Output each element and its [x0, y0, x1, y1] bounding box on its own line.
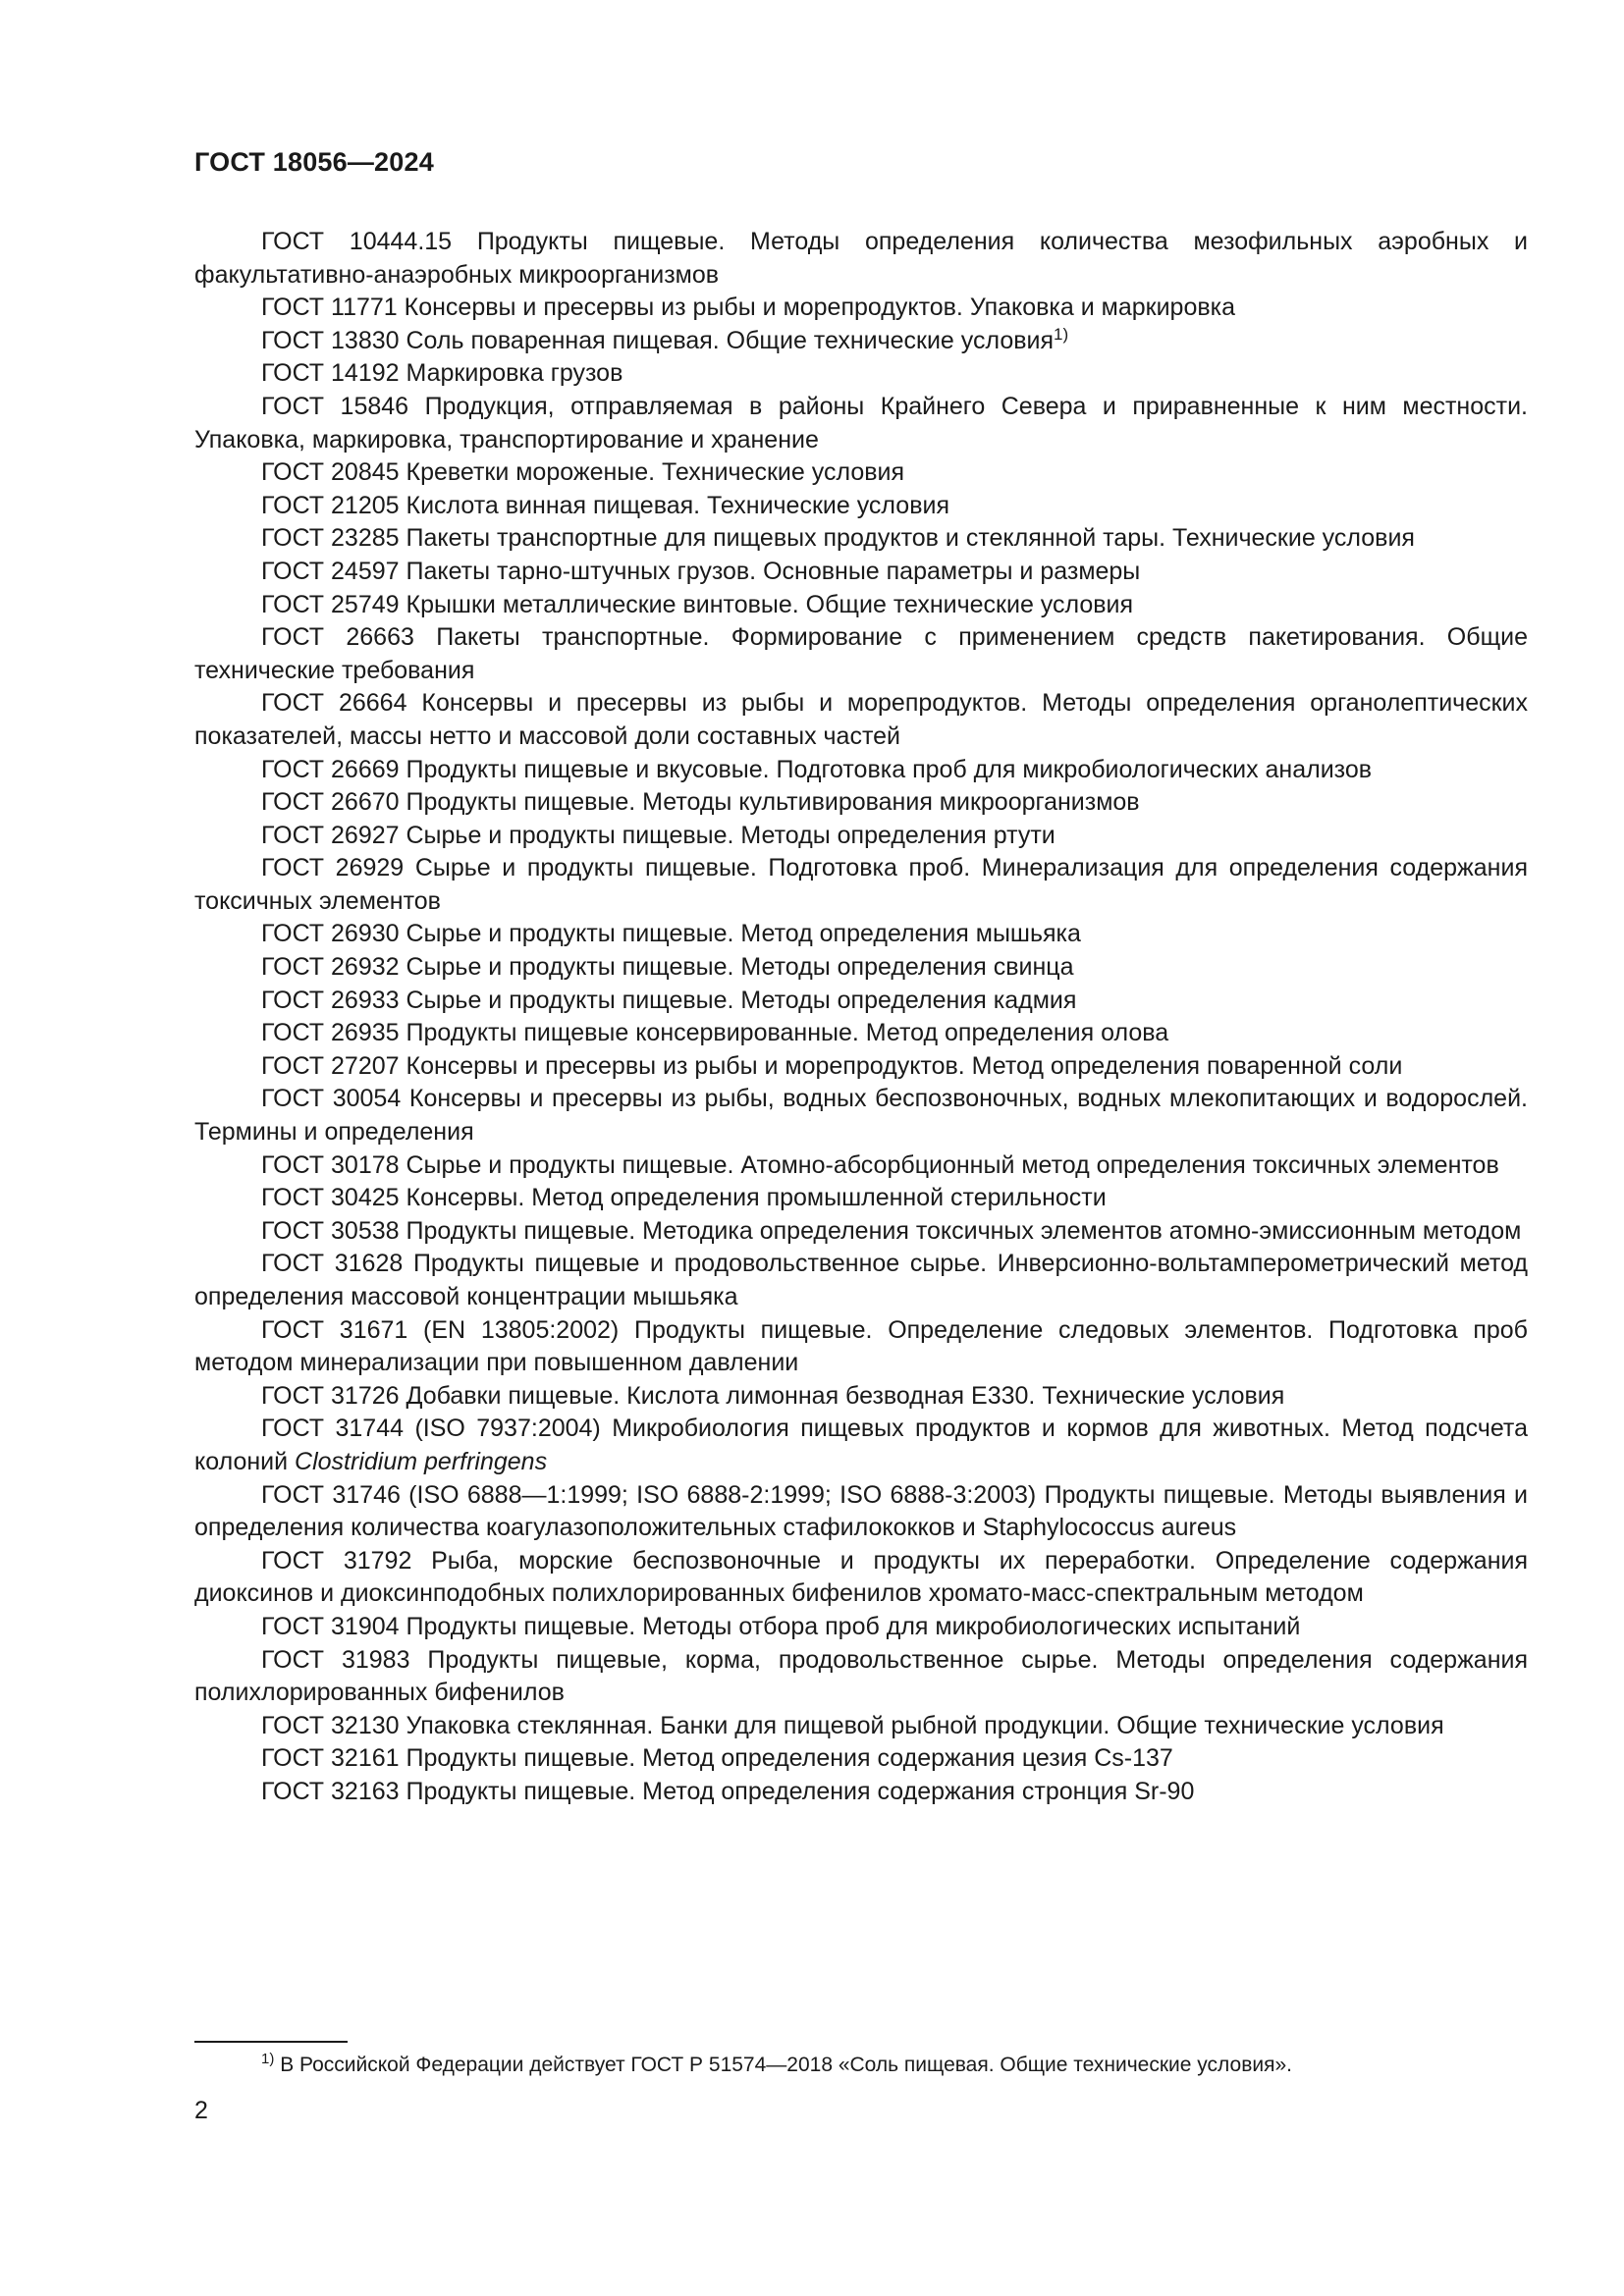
- page-number: 2: [194, 2097, 208, 2124]
- reference-item: [194, 325, 1528, 358]
- reference-item: [194, 951, 1528, 985]
- reference-item: [194, 1644, 1528, 1710]
- reference-code: ГОСТ 26935: [261, 1019, 400, 1047]
- reference-item: [194, 1215, 1528, 1249]
- reference-title: Соль поваренная пищевая. Общие технические условия: [406, 326, 1055, 354]
- reference-item: [194, 1710, 1528, 1743]
- reference-title: Консервы. Метод определения промышленной стерильности: [406, 1184, 1107, 1212]
- reference-title: Продукты пищевые. Методы отбора проб для микробиологических испытаний: [406, 1612, 1301, 1640]
- reference-title: Сырье и продукты пищевые. Методы определения свинца: [406, 953, 1074, 982]
- reference-title: Упаковка стеклянная. Банки для пищевой рыбной продукции. Общие технические условия: [406, 1711, 1444, 1739]
- reference-item: [194, 292, 1528, 325]
- reference-item: [194, 589, 1528, 622]
- reference-code: ГОСТ 30425: [261, 1184, 400, 1212]
- reference-code: ГОСТ 30178: [261, 1150, 400, 1179]
- footnote-divider: [194, 2041, 348, 2043]
- reference-code: ГОСТ 14192: [261, 359, 400, 388]
- reference-code: ГОСТ 26664: [261, 689, 407, 718]
- reference-code: ГОСТ 31671 (EN 13805:2002): [261, 1315, 620, 1344]
- reference-item: [194, 1380, 1528, 1414]
- page-header-title: ГОСТ 18056—2024: [194, 147, 434, 177]
- reference-code: ГОСТ 31746 (ISO 6888—1:1999; ISO 6888-2:1999; ISO 6888-3:2003): [261, 1480, 1037, 1509]
- footnote: [194, 2051, 1528, 2080]
- species-name: Clostridium perfringens: [295, 1447, 548, 1475]
- normative-references-list: [194, 226, 1528, 1809]
- reference-item: [194, 522, 1528, 556]
- reference-item: [194, 391, 1528, 456]
- reference-title: Консервы и пресервы из рыбы и морепродуктов. Метод определения поваренной соли: [406, 1051, 1403, 1080]
- reference-item: [194, 1083, 1528, 1148]
- reference-code: ГОСТ 26670: [261, 788, 400, 817]
- reference-item: [194, 621, 1528, 687]
- reference-item: [194, 852, 1528, 918]
- reference-title: Сырье и продукты пищевые. Метод определения мышьяка: [406, 920, 1081, 948]
- reference-item: [194, 1413, 1528, 1478]
- reference-item: [194, 490, 1528, 523]
- reference-item: [194, 1182, 1528, 1215]
- reference-code: ГОСТ 27207: [261, 1051, 400, 1080]
- reference-title: Продукты пищевые. Методика определения токсичных элементов атомно-эмиссионным методом: [406, 1216, 1522, 1245]
- reference-code: ГОСТ 26927: [261, 821, 400, 849]
- reference-title: Продукция, отправляемая в районы Крайнего Севера и приравненные к ним местности. Упаковка, маркировка, транспортирование и хранение: [194, 392, 1528, 454]
- reference-item: [194, 786, 1528, 820]
- reference-code: ГОСТ 15846: [261, 392, 409, 420]
- reference-item: [194, 556, 1528, 589]
- reference-item: [194, 1742, 1528, 1776]
- reference-code: ГОСТ 30538: [261, 1216, 400, 1245]
- reference-code: ГОСТ 26932: [261, 953, 400, 982]
- reference-title: Кислота винная пищевая. Технические условия: [406, 491, 949, 519]
- reference-title: Продукты пищевые. Методы определения количества мезофильных аэробных и факультативно-анаэробных микроорганизмов: [194, 228, 1529, 289]
- reference-code: ГОСТ 21205: [261, 491, 400, 519]
- reference-code: ГОСТ 31983: [261, 1645, 410, 1674]
- reference-code: ГОСТ 26929: [261, 854, 405, 882]
- reference-code: ГОСТ 26663: [261, 623, 414, 652]
- reference-item: [194, 1017, 1528, 1050]
- reference-title: Пакеты транспортные. Формирование с применением средств пакетирования. Общие технические требования: [194, 623, 1529, 684]
- reference-title: Консервы и пресервы из рыбы и морепродуктов. Методы определения органолептических показателей, массы нетто и массовой доли составных частей: [194, 689, 1528, 750]
- reference-title: Рыба, морские беспозвоночные и продукты их переработки. Определение содержания диоксинов и диоксинподобных полихлорированных бифенилов хромато-масс-спектральным методом: [194, 1546, 1529, 1608]
- reference-item: [194, 226, 1528, 292]
- reference-item: [194, 1248, 1528, 1313]
- reference-code: ГОСТ 23285: [261, 524, 400, 553]
- reference-title: Консервы и пресервы из рыбы, водных беспозвоночных, водных млекопитающих и водорослей. Термины и определения: [194, 1085, 1528, 1147]
- reference-code: ГОСТ 13830: [261, 326, 400, 354]
- reference-code: ГОСТ 30054: [261, 1085, 402, 1113]
- reference-title: Пакеты транспортные для пищевых продуктов и стеклянной тары. Технические условия: [406, 524, 1415, 553]
- reference-code: ГОСТ 31904: [261, 1612, 400, 1640]
- reference-code: ГОСТ 26933: [261, 986, 400, 1014]
- reference-title: Продукты пищевые, корма, продовольственное сырье. Методы определения содержания полихлорированных бифенилов: [194, 1645, 1529, 1707]
- reference-item: [194, 1545, 1528, 1611]
- reference-title: Продукты пищевые и вкусовые. Подготовка проб для микробиологических анализов: [406, 755, 1373, 783]
- reference-code: ГОСТ 24597: [261, 557, 400, 585]
- reference-code: ГОСТ 31744 (ISO 7937:2004): [261, 1415, 601, 1443]
- reference-item: [194, 1149, 1528, 1183]
- reference-code: ГОСТ 20845: [261, 458, 400, 487]
- reference-code: ГОСТ 32130: [261, 1711, 400, 1739]
- reference-title: Сырье и продукты пищевые. Методы определения кадмия: [406, 986, 1077, 1014]
- reference-title: Сырье и продукты пищевые. Подготовка проб. Минерализация для определения содержания токсичных элементов: [194, 854, 1528, 915]
- footnote-marker: 1): [1054, 324, 1069, 344]
- reference-title: Микробиология пищевых продуктов и кормов для животных. Метод подсчета колоний: [194, 1415, 1529, 1475]
- reference-item: [194, 456, 1528, 490]
- reference-title: Креветки мороженые. Технические условия: [406, 458, 905, 487]
- reference-code: ГОСТ 11771: [261, 294, 398, 322]
- reference-item: [194, 985, 1528, 1018]
- reference-item: [194, 754, 1528, 787]
- reference-title: Продукты пищевые. Метод определения содержания цезия Cs-137: [406, 1744, 1173, 1773]
- reference-title: Сырье и продукты пищевые. Атомно-абсорбционный метод определения токсичных элементов: [406, 1150, 1499, 1179]
- footnote-text: В Российской Федерации действует ГОСТ Р 51574—2018 «Соль пищевая. Общие технические условия».: [280, 2054, 1292, 2076]
- reference-title: Консервы и пресервы из рыбы и морепродуктов. Упаковка и маркировка: [404, 294, 1236, 322]
- reference-code: ГОСТ 31726: [261, 1381, 400, 1410]
- reference-code: ГОСТ 32161: [261, 1744, 400, 1773]
- reference-title: Маркировка грузов: [406, 359, 623, 388]
- reference-title: Продукты пищевые. Методы выявления и определения количества коагулазоположительных стафилококков и Staphylococcus aureus: [194, 1480, 1528, 1542]
- reference-item: [194, 687, 1528, 753]
- reference-item: [194, 1479, 1528, 1545]
- reference-item: [194, 1314, 1528, 1380]
- reference-code: ГОСТ 26669: [261, 755, 400, 783]
- reference-code: ГОСТ 31792: [261, 1546, 412, 1575]
- reference-item: [194, 357, 1528, 391]
- reference-title: Продукты пищевые. Определение следовых элементов. Подготовка проб методом минерализации при повышенном давлении: [194, 1315, 1529, 1377]
- reference-item: [194, 820, 1528, 853]
- reference-code: ГОСТ 25749: [261, 590, 400, 618]
- footnote-marker: 1): [261, 2051, 275, 2067]
- reference-title: Продукты пищевые. Методы культивирования микроорганизмов: [406, 788, 1140, 817]
- reference-title: Продукты пищевые и продовольственное сырье. Инверсионно-вольтамперометрический метод определения массовой концентрации мышьяка: [194, 1250, 1529, 1310]
- reference-title: Продукты пищевые консервированные. Метод определения олова: [406, 1019, 1169, 1047]
- reference-title: Сырье и продукты пищевые. Методы определения ртути: [406, 821, 1056, 849]
- reference-title: Пакеты тарно-штучных грузов. Основные параметры и размеры: [406, 557, 1141, 585]
- reference-item: [194, 1776, 1528, 1809]
- reference-code: ГОСТ 32163: [261, 1777, 400, 1805]
- reference-item: [194, 918, 1528, 951]
- reference-title: Добавки пищевые. Кислота лимонная безводная Е330. Технические условия: [406, 1381, 1285, 1410]
- reference-item: [194, 1611, 1528, 1644]
- reference-title: Продукты пищевые. Метод определения содержания стронция Sr-90: [406, 1777, 1195, 1805]
- reference-code: ГОСТ 26930: [261, 920, 400, 948]
- reference-code: ГОСТ 31628: [261, 1250, 404, 1278]
- reference-code: ГОСТ 10444.15: [261, 228, 453, 255]
- reference-item: [194, 1050, 1528, 1084]
- reference-title: Крышки металлические винтовые. Общие технические условия: [406, 590, 1134, 618]
